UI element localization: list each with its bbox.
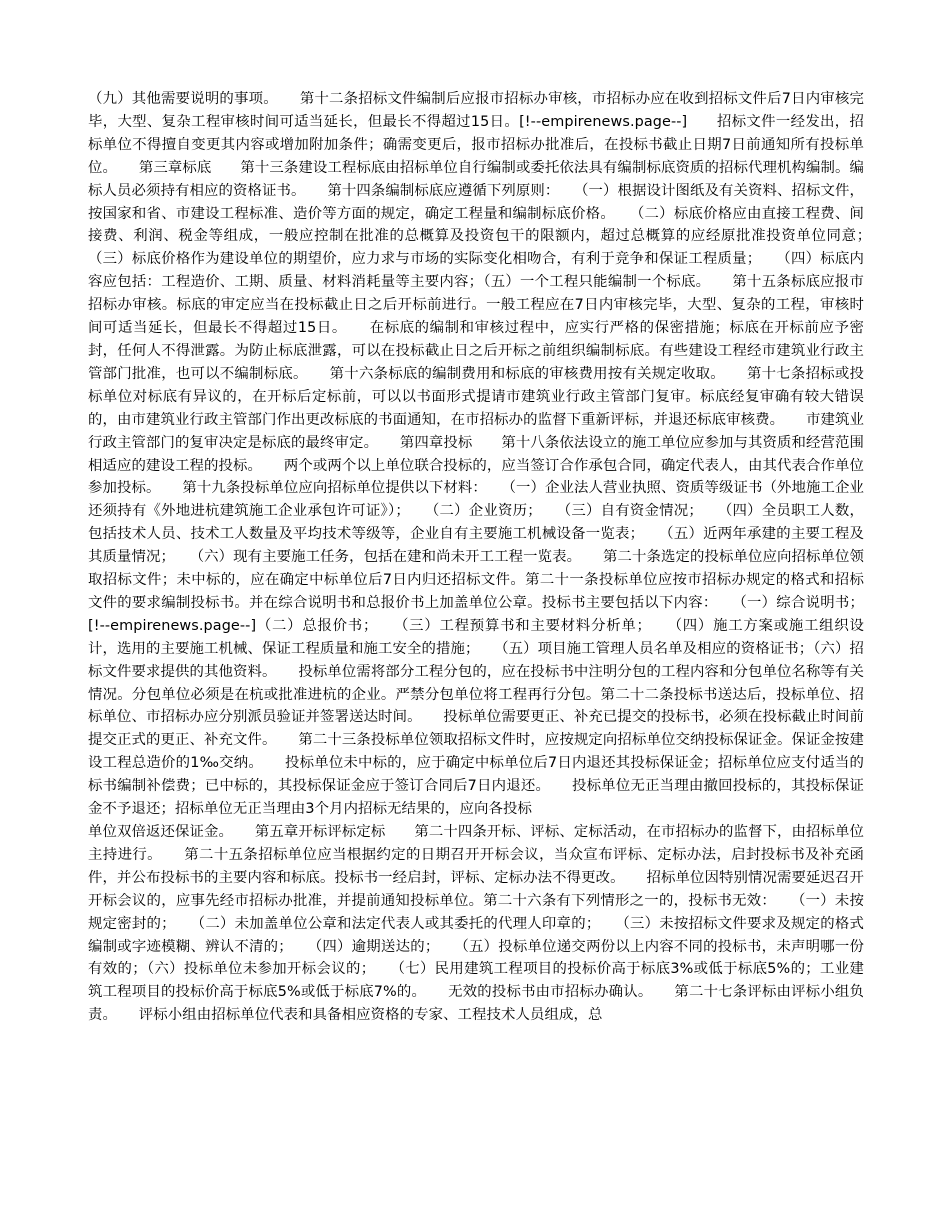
paragraph-2: 单位双倍返还保证金。 第五章开标评标定标 第二十四条开标、评标、定标活动，在市招标办的监督下，由招标单位主持进行。 第二十五条招标单位应当根据约定的日期召开开标会议，当众宣布评标、定标办法，启封投标书及补充函件，并公布投标书的主要内容和标底。投标书一经启封，评标、定标办法不得更改。 招标单位因特别情况需要延迟召开开标会议的，应事先经市招标办批准，并提前通知投标单位。第二十六条有下列情形之一的，投标书无效： （一）未按规定密封的； （二）未加盖单位公章和法定代表人或其委托的代理人印章的； （三）未按招标文件要求及规定的格式编制或字迹模糊、辨认不清的； （四）逾期送达的； （五）投标单位递交两份以上内容不同的投标书，未声明哪一份有效的；（六）投标单位未参加开标会议的； （七）民用建筑工程项目的投标价高于标底3%或低于标底5%的；工业建筑工程项目的投标价高于标底5%或低于标底7%的。 无效的投标书由市招标办确认。 第二十七条评标由评标小组负责。 评标小组由招标单位代表和具备相应资格的专家、工程技术人员组成，总 [88,824,864,1024]
paragraph-1: （九）其他需要说明的事项。 第十二条招标文件编制后应报市招标办审核，市招标办应在收到招标文件后7日内审核完毕，大型、复杂工程审核时间可适当延长，但最长不得超过15日。[!--empirenews.page--] 招标文件一经发出，招标单位不得擅自变更其内容或增加附加条件；确需变更后，报市招标办批准后，在投标书截止日期7日前通知所有投标单位。 第三章标底 第十三条建设工程标底由招标单位自行编制或委托依法具有编制标底资质的招标代理机构编制。编标人员必须持有相应的资格证书。 第十四条编制标底应遵循下列原则： （一）根据设计图纸及有关资料、招标文件，按国家和省、市建设工程标准、造价等方面的规定，确定工程量和编制标底价格。 （二）标底价格应由直接工程费、间接费、利润、税金等组成，一般应控制在批准的总概算及投资包干的限额内，超过总概算的应经原批准投资单位同意； （三）标底价格作为建设单位的期望价，应力求与市场的实际变化相吻合，有利于竞争和保证工程质量； （四）标底内容应包括：工程造价、工期、质量、材料消耗量等主要内容；（五）一个工程只能编制一个标底。 第十五条标底应报市招标办审核。标底的审定应当在投标截止日之后开标前进行。一般工程应在7日内审核完毕，大型、复杂的工程，审核时间可适当延长，但最长不得超过15日。 在标底的编制和审核过程中，应实行严格的保密措施；标底在开标前应予密封，任何人不得泄露。为防止标底泄露，可以在投标截止日之后开标之前组织编制标底。有些建设工程经市建筑业行政主管部门批准，也可以不编制标底。 第十六条标底的编制费用和标底的审核费用按有关规定收取。 第十七条招标或投标单位对标底有异议的，在开标后定标前，可以以书面形式提请市建筑业行政主管部门复审。标底经复审确有较大错误的，由市建筑业行政主管部门作出更改标底的书面通知，在市招标办的监督下重新评标，并退还标底审核费。 市建筑业行政主管部门的复审决定是标底的最终审定。 第四章投标 第十八条依法设立的施工单位应参加与其资质和经营范围相适应的建设工程的投标。 两个或两个以上单位联合投标的，应当签订合作承包合同，确定代表人，由其代表合作单位参加投标。 第十九条投标单位应向招标单位提供以下材料： （一）企业法人营业执照、资质等级证书（外地施工企业还须持有《外地进杭建筑施工企业承包许可证》）； （二）企业资历； （三）自有资金情况； （四）全员职工人数，包括技术人员、技术工人数量及平均技术等级等，企业自有主要施工机械设备一览表； （五）近两年承建的主要工程及其质量情况； （六）现有主要施工任务，包括在建和尚未开工工程一览表。 第二十条选定的投标单位应向招标单位领取招标文件；未中标的，应在确定中标单位后7日内归还招标文件。第二十一条投标单位应按市招标办规定的格式和招标文件的要求编制投标书。并在综合说明书和总报价书上加盖单位公章。投标书主要包括以下内容： （一）综合说明书；[!--empirenews.page--]（二）总报价书； （三）工程预算书和主要材料分析单； （四）施工方案或施工组织设计，选用的主要施工机械、保证工程质量和施工安全的措施； （五）项目施工管理人员名单及相应的资格证书；（六）招标文件要求提供的其他资料。 投标单位需将部分工程分包的，应在投标书中注明分包的工程内容和分包单位名称等有关情况。分包单位必须是在杭或批准进杭的企业。严禁分包单位将工程再行分包。第二十二条投标书送达后，投标单位、招标单位、市招标办应分别派员验证并签署送达时间。 投标单位需要更正、补充已提交的投标书，必须在投标截止时间前提交正式的更正、补充文件。 第二十三条投标单位领取招标文件时，应按规定向招标单位交纳投标保证金。保证金按建设工程总造价的1‰交纳。 投标单位未中标的，应于确定中标单位后7日内退还其投标保证金；招标单位应支付适当的标书编制补偿费；已中标的，其投标保证金应于签订合同后7日内退还。 投标单位无正当理由撤回投标的，其投标保证金不予退还；招标单位无正当理由3个月内招标无结果的，应向各投标 [88,91,893,818]
document-body [88,88,893,1027]
